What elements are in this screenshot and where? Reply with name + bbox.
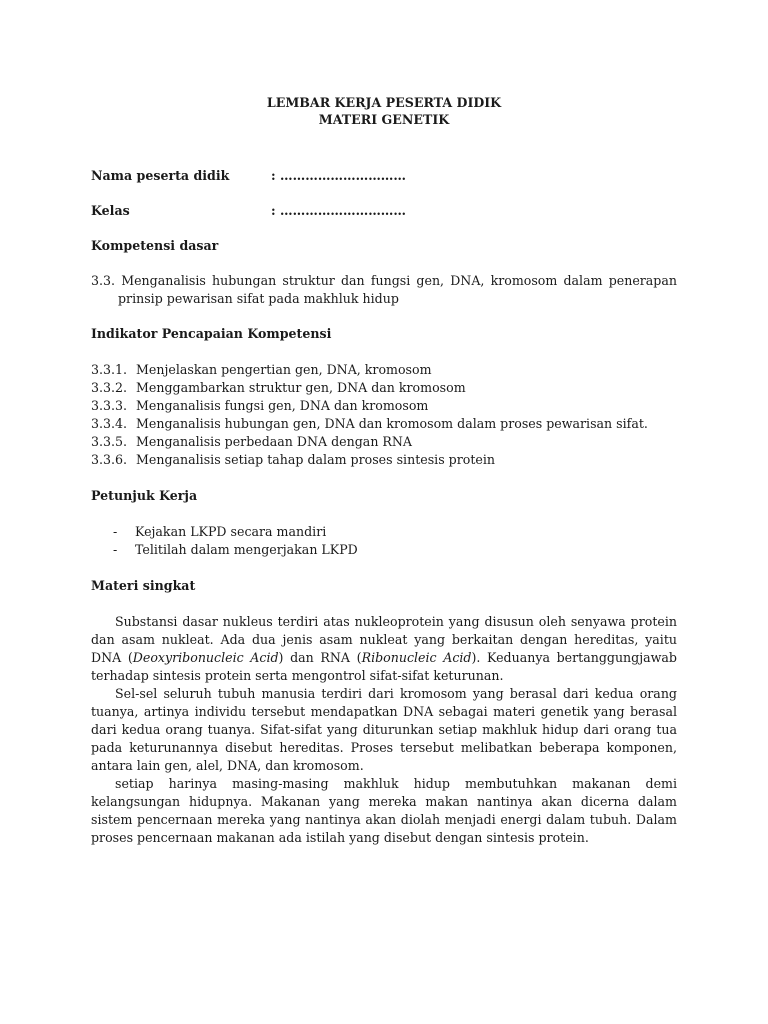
kompetensi-dasar-item bbox=[91, 272, 677, 308]
document-page bbox=[91, 94, 677, 847]
paragraph-text: Substansi dasar nukleus terdiri atas nukleoprotein yang disusun oleh senyawa protein dan asam nukleat. Ada dua jenis asam nukleat yang berkaitan dengan hereditas, yaitu DNA ( bbox=[91, 614, 677, 665]
materi-paragraph-3: setiap harinya masing-masing makhluk hidup membutuhkan makanan demi kelangsungan hidupnya. Makanan yang mereka makan nantinya akan dicerna dalam sistem pencernaan mereka yang nantinya akan diolah menjadi energi dalam tubuh. Dalam proses pencernaan makanan ada istilah yang disebut dengan sintesis protein. bbox=[91, 776, 677, 845]
class-field-row bbox=[91, 202, 677, 220]
petunjuk-list bbox=[91, 523, 677, 559]
class-label: Kelas bbox=[91, 203, 130, 218]
materi-paragraph-1 bbox=[91, 613, 677, 685]
rna-term: Ribonucleic Acid bbox=[361, 650, 472, 665]
materi-heading: Materi singkat bbox=[91, 578, 196, 593]
document-title bbox=[91, 94, 677, 128]
indikator-number: 3.3.2. bbox=[91, 380, 128, 395]
title-line-2: MATERI GENETIK bbox=[318, 112, 450, 127]
indikator-text: Menganalisis fungsi gen, DNA dan kromosom bbox=[136, 398, 429, 413]
indikator-item bbox=[91, 361, 677, 379]
indikator-item bbox=[91, 415, 677, 433]
indikator-text: Menganalisis setiap tahap dalam proses sintesis protein bbox=[136, 452, 495, 467]
indikator-item bbox=[91, 451, 677, 469]
petunjuk-heading: Petunjuk Kerja bbox=[91, 488, 198, 503]
class-blank: : ………………………… bbox=[271, 203, 406, 218]
indikator-number: 3.3.4. bbox=[91, 416, 128, 431]
bullet-dash: - bbox=[113, 542, 118, 557]
kompetensi-heading: Kompetensi dasar bbox=[91, 238, 219, 253]
name-field-row bbox=[91, 167, 677, 185]
indikator-heading: Indikator Pencapaian Kompetensi bbox=[91, 326, 332, 341]
kd-line-2: prinsip pewarisan sifat pada makhluk hidup bbox=[118, 291, 399, 306]
name-label: Nama peserta didik bbox=[91, 168, 230, 183]
petunjuk-item bbox=[91, 523, 677, 541]
kd-line-1: 3.3. Menganalisis hubungan struktur dan fungsi gen, DNA, kromosom dalam penerapan bbox=[91, 273, 677, 288]
bullet-dash: - bbox=[113, 524, 118, 539]
indikator-item bbox=[91, 379, 677, 397]
petunjuk-text: Kejakan LKPD secara mandiri bbox=[135, 524, 327, 539]
indikator-text: Menganalisis hubungan gen, DNA dan kromosom dalam proses pewarisan sifat. bbox=[136, 416, 648, 431]
indikator-text: Menganalisis perbedaan DNA dengan RNA bbox=[136, 434, 413, 449]
indikator-number: 3.3.1. bbox=[91, 362, 128, 377]
name-blank: : ………………………… bbox=[271, 168, 406, 183]
title-line-1: LEMBAR KERJA PESERTA DIDIK bbox=[266, 95, 502, 110]
materi-paragraph-2: Sel-sel seluruh tubuh manusia terdiri dari kromosom yang berasal dari kedua orang tuanya, artinya individu tersebut mendapatkan DNA sebagai materi genetik yang berasal dari kedua orang tuanya. Sifat-sifat yang diturunkan setiap makhluk hidup dari orang tua pada keturunannya disebut hereditas. Proses tersebut melibatkan beberapa komponen, antara lain gen, alel, DNA, dan kromosom. bbox=[91, 686, 677, 773]
indikator-item bbox=[91, 397, 677, 415]
petunjuk-text: Telitilah dalam mengerjakan LKPD bbox=[135, 542, 358, 557]
indikator-text: Menggambarkan struktur gen, DNA dan kromosom bbox=[136, 380, 466, 395]
indikator-number: 3.3.6. bbox=[91, 452, 128, 467]
indikator-item bbox=[91, 433, 677, 451]
dna-term: Deoxyribonucleic Acid bbox=[132, 650, 279, 665]
paragraph-text: ). Keduanya bertanggungjawab terhadap sintesis protein serta mengontrol sifat-sifat keturunan. bbox=[91, 650, 677, 683]
indikator-text: Menjelaskan pengertian gen, DNA, kromosom bbox=[136, 362, 432, 377]
petunjuk-item bbox=[91, 541, 677, 559]
indikator-list bbox=[91, 361, 677, 469]
paragraph-text: ) dan RNA ( bbox=[278, 650, 362, 665]
indikator-number: 3.3.5. bbox=[91, 434, 128, 449]
indikator-number: 3.3.3. bbox=[91, 398, 128, 413]
